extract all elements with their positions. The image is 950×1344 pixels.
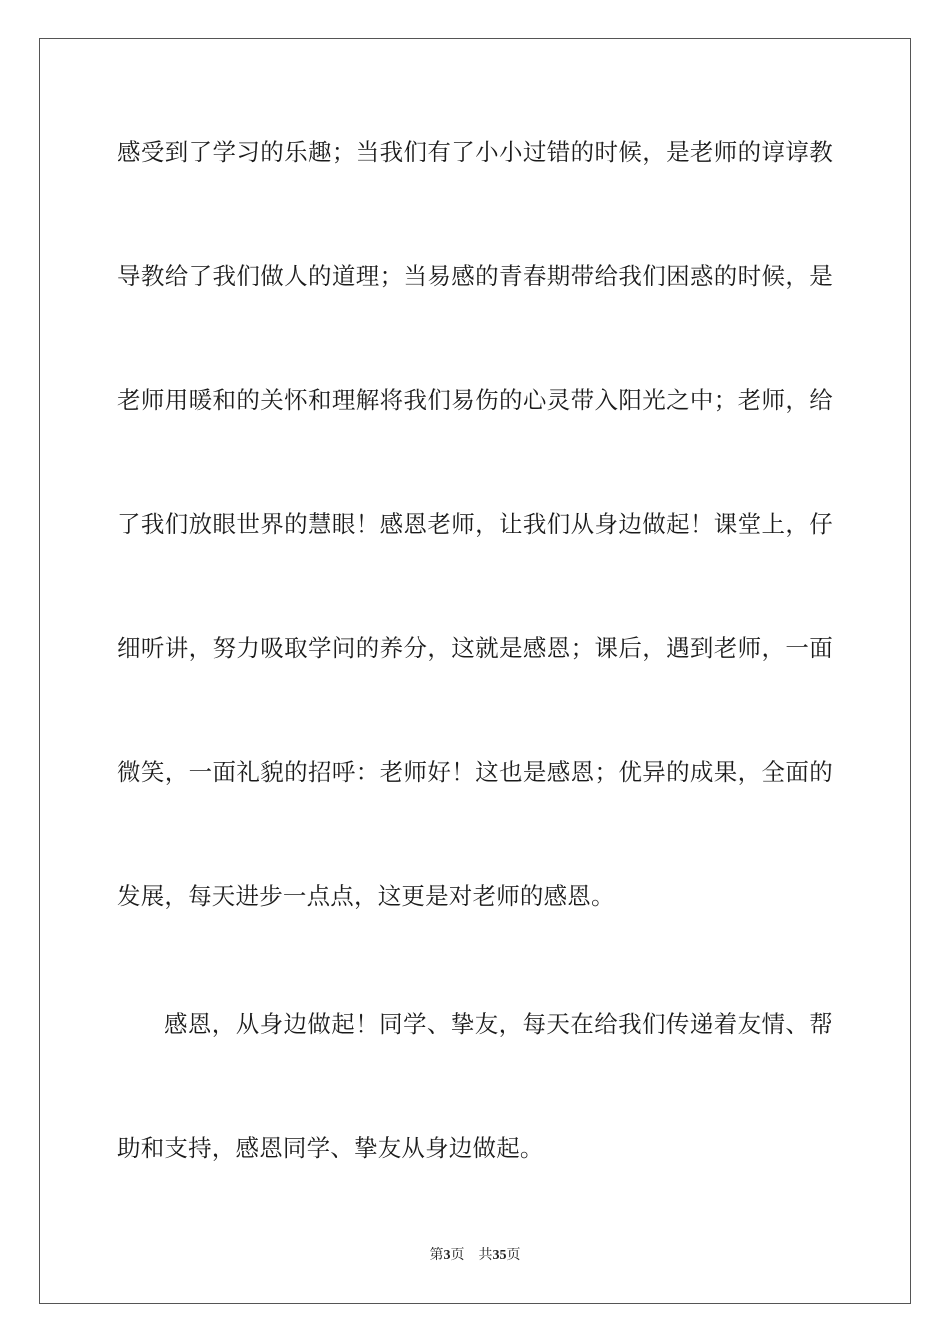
total-suffix: 页 (506, 1247, 521, 1263)
paragraph-first-line: 感恩，从身边做起！同学、挚友，每天在给我们传递着友情、帮 (164, 1010, 833, 1038)
body-text-line: 导教给了我们做人的道理；当易感的青春期带给我们困惑的时候，是 (117, 262, 833, 290)
body-text-line: 细听讲，努力吸取学问的养分，这就是感恩；课后，遇到老师，一面 (117, 634, 833, 662)
body-text-line: 感受到了学习的乐趣；当我们有了小小过错的时候，是老师的谆谆教 (117, 138, 833, 166)
body-text-line: 老师用暖和的关怀和理解将我们易伤的心灵带入阳光之中；老师，给 (117, 386, 833, 414)
page-footer (0, 1246, 950, 1265)
page-border (39, 38, 911, 1304)
page-suffix: 页 (450, 1247, 465, 1263)
total-pages: 35 (492, 1248, 507, 1263)
page-prefix: 第 (429, 1247, 444, 1263)
body-text-line: 微笑，一面礼貌的招呼：老师好！这也是感恩；优异的成果，全面的 (117, 758, 833, 786)
page-number: 3 (443, 1248, 451, 1263)
body-text-line: 发展，每天进步一点点，这更是对老师的感恩。 (117, 882, 615, 910)
body-text-line: 助和支持，感恩同学、挚友从身边做起。 (117, 1134, 544, 1162)
total-prefix: 共 (478, 1247, 493, 1263)
body-text-line: 了我们放眼世界的慧眼！感恩老师，让我们从身边做起！课堂上，仔 (117, 510, 833, 538)
